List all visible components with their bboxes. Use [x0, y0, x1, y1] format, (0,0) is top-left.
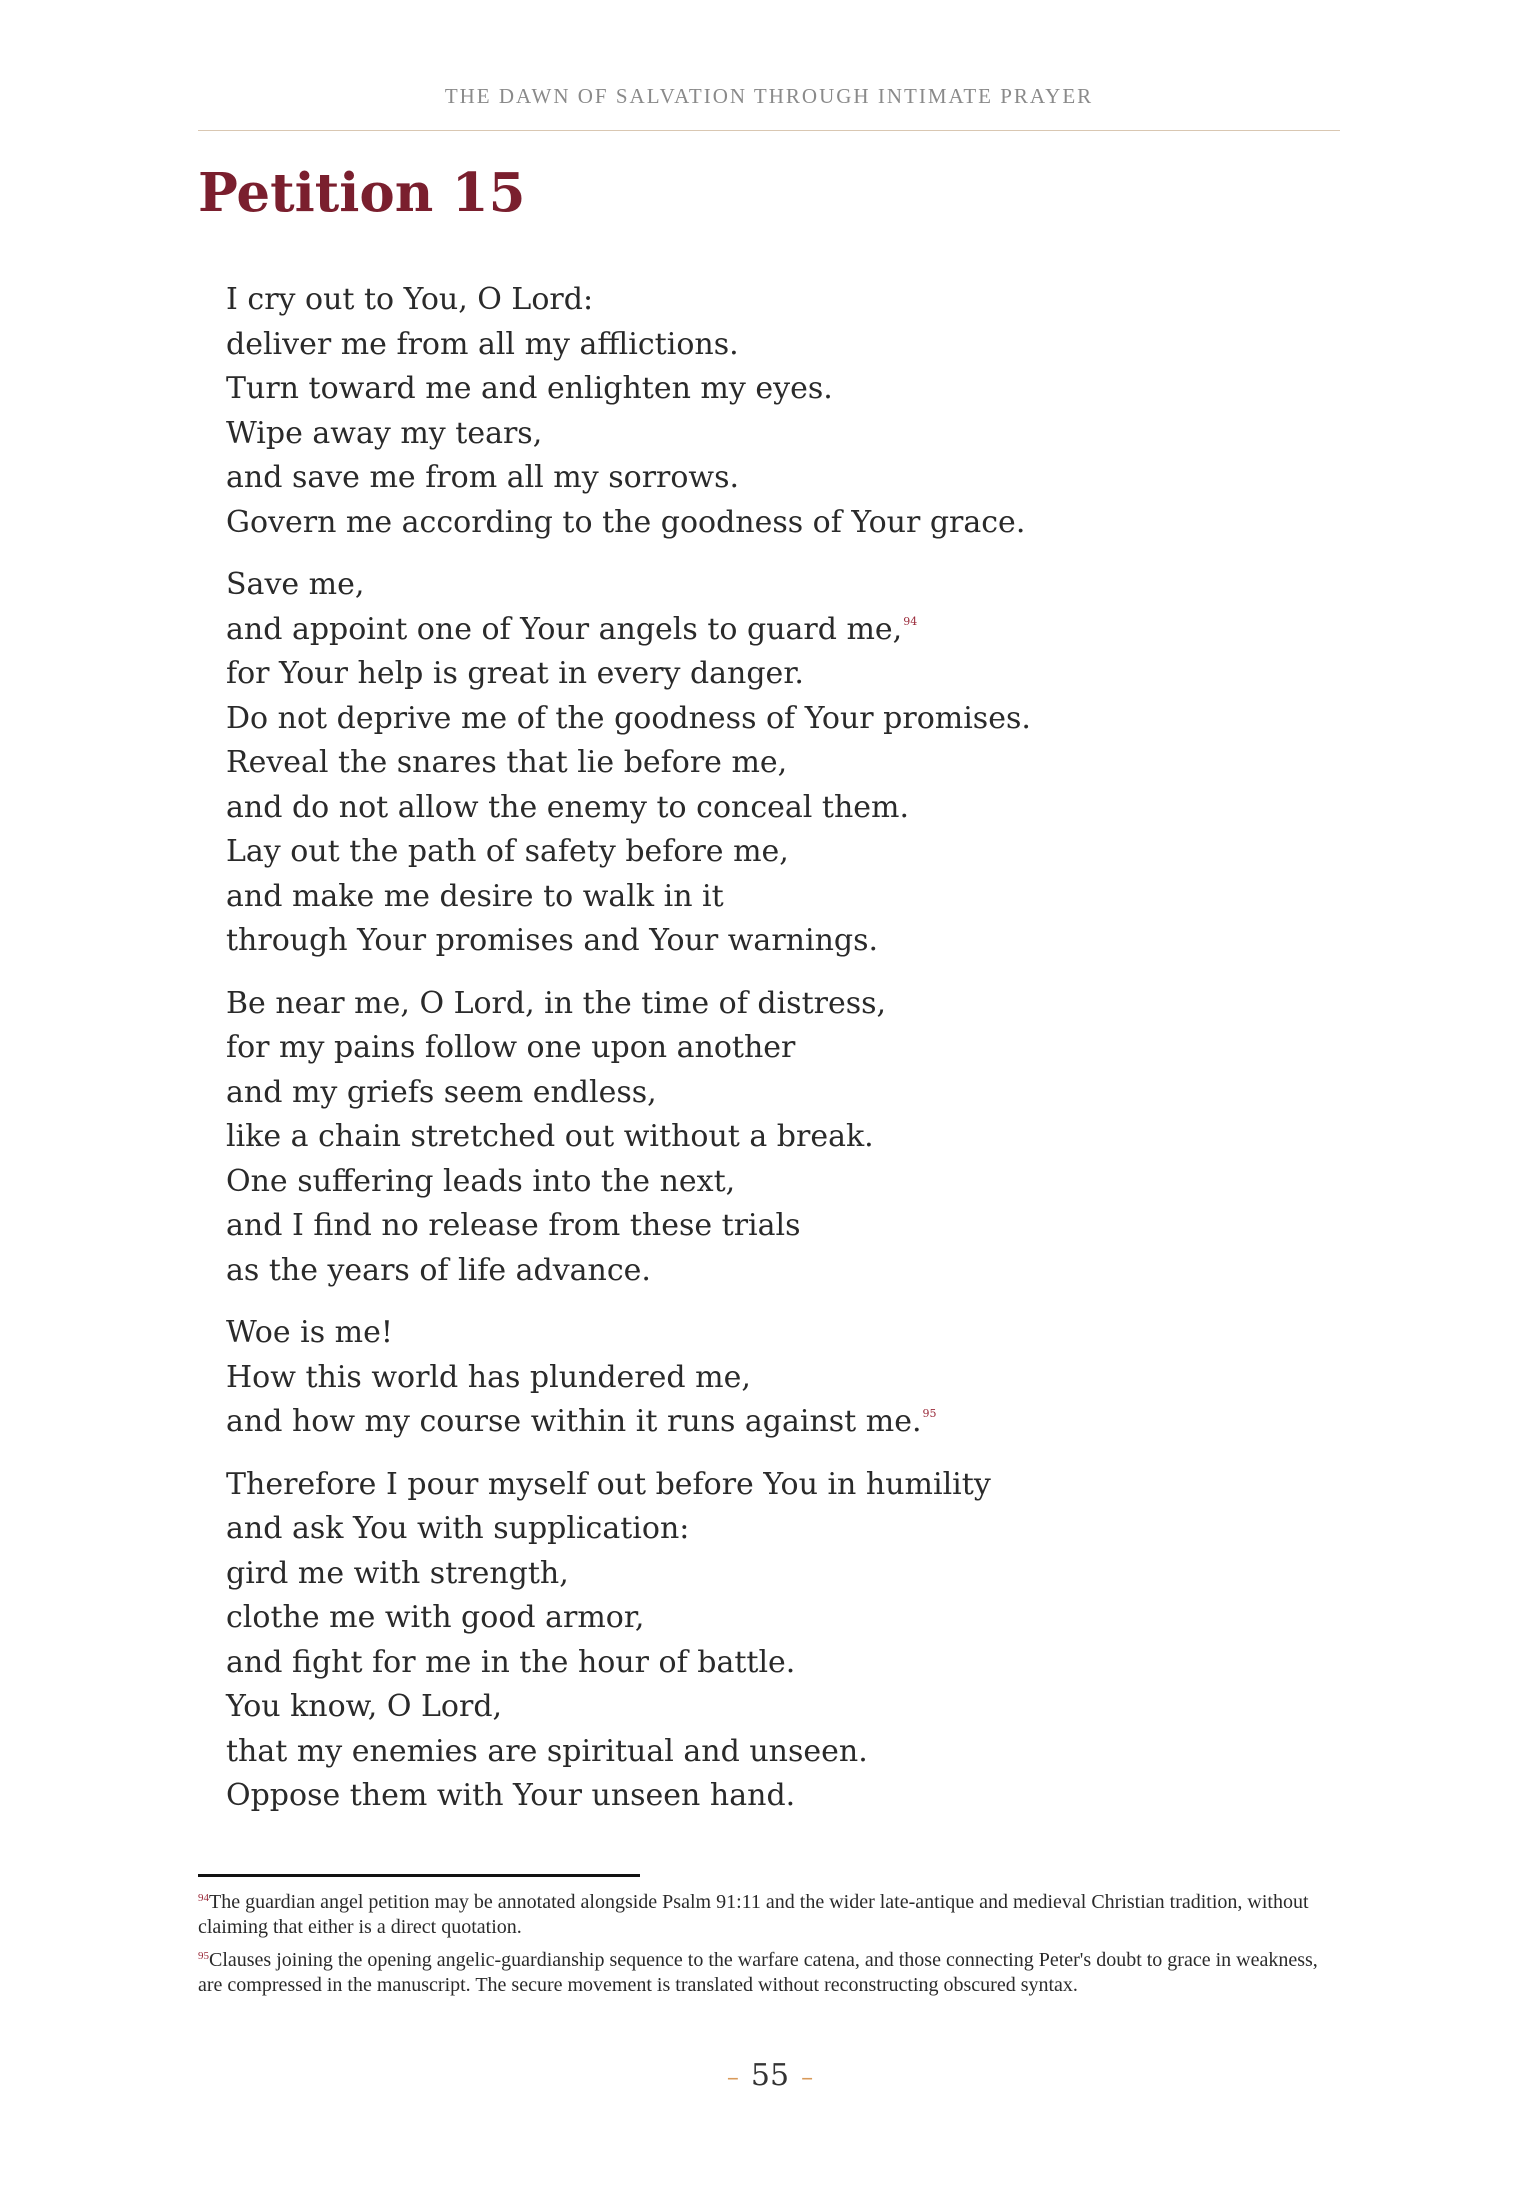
verse-line: Wipe away my tears, [226, 415, 543, 451]
footnote-separator [198, 1874, 640, 1877]
folio-dash-right: – [801, 2063, 814, 2091]
footnote-ref-94[interactable]: 94 [903, 614, 918, 628]
verse-text: and how my course within it runs against me. [226, 1404, 922, 1439]
footnote-number: 95 [198, 1950, 209, 1962]
verse-line: I cry out to You, O Lord: [226, 282, 594, 317]
verse-line: through Your promises and Your warnings. [226, 923, 879, 958]
header-rule [198, 130, 1340, 131]
verse-line: for my pains follow one upon another [226, 1030, 796, 1065]
verse-line: Reveal the snares that lie before me, [226, 745, 788, 780]
page-number-area [0, 2058, 1540, 2093]
footnote-number: 94 [198, 1892, 209, 1904]
verse-line: and ask You with supplication: [226, 1511, 690, 1546]
verse-line: like a chain stretched out without a break. [226, 1119, 874, 1154]
verse-line: that my enemies are spiritual and unseen. [226, 1733, 868, 1769]
footnote-ref-95[interactable]: 95 [922, 1407, 937, 1420]
verse-line: Therefore I pour myself out before You in humility [226, 1466, 991, 1502]
verse-line: as the years of life advance. [226, 1252, 651, 1288]
verse-line-with-note [226, 1400, 1326, 1445]
verse-line: clothe me with good armor, [226, 1600, 645, 1635]
stanza-2 [226, 563, 1326, 964]
verse-line-with-note [226, 608, 1326, 653]
stanza-1 [226, 278, 1326, 545]
stanza-5 [226, 1463, 1326, 1819]
verse-line: and my griefs seem endless, [226, 1074, 657, 1110]
poem-body [226, 278, 1326, 1837]
footnotes [198, 1890, 1340, 2006]
verse-line: Oppose them with Your unseen hand. [226, 1778, 796, 1813]
verse-line: How this world has plundered me, [226, 1359, 751, 1395]
verse-line: You know, O Lord, [226, 1689, 503, 1724]
stanza-4 [226, 1311, 1326, 1445]
verse-line: Save me, [226, 567, 365, 602]
footnote-text: The guardian angel petition may be annotated alongside Psalm 91:11 and the wider late-antique and medieval Christian tradition, without claiming that either is a direct quotation. [198, 1891, 1309, 1938]
verse-line: and I find no release from these trials [226, 1208, 801, 1243]
verse-line: Govern me according to the goodness of Your grace. [226, 504, 1026, 540]
verse-line: Turn toward me and enlighten my eyes. [226, 371, 833, 406]
stanza-3 [226, 982, 1326, 1294]
verse-text: and appoint one of Your angels to guard me, [226, 611, 903, 647]
page-title: Petition 15 [198, 162, 526, 224]
verse-line: and save me from all my sorrows. [226, 460, 740, 495]
footnote-text: Clauses joining the opening angelic-guardianship sequence to the warfare catena, and those connecting Peter's doubt to grace in weakness, are compressed in the manuscript. The secure movement is translated without reconstructing obscured syntax. [198, 1949, 1318, 1996]
verse-line: deliver me from all my afflictions. [226, 326, 739, 362]
verse-line: One suffering leads into the next, [226, 1163, 736, 1199]
verse-line: and make me desire to walk in it [226, 878, 724, 914]
verse-line: for Your help is great in every danger. [226, 656, 804, 691]
verse-line: and fight for me in the hour of battle. [226, 1644, 796, 1680]
page-number: 55 [750, 2058, 790, 2093]
verse-line: Do not deprive me of the goodness of Your promises. [226, 700, 1031, 736]
verse-line: Woe is me! [226, 1315, 393, 1350]
running-head: THE DAWN OF SALVATION THROUGH INTIMATE PRAYER [444, 84, 1094, 108]
verse-line: Be near me, O Lord, in the time of distress, [226, 985, 887, 1021]
verse-line: Lay out the path of safety before me, [226, 834, 789, 869]
verse-line: gird me with strength, [226, 1555, 569, 1591]
footnote-94 [198, 1890, 1340, 1940]
footnote-95 [198, 1948, 1340, 1998]
folio-dash-left: – [726, 2063, 739, 2091]
verse-line: and do not allow the enemy to conceal them. [226, 789, 910, 825]
